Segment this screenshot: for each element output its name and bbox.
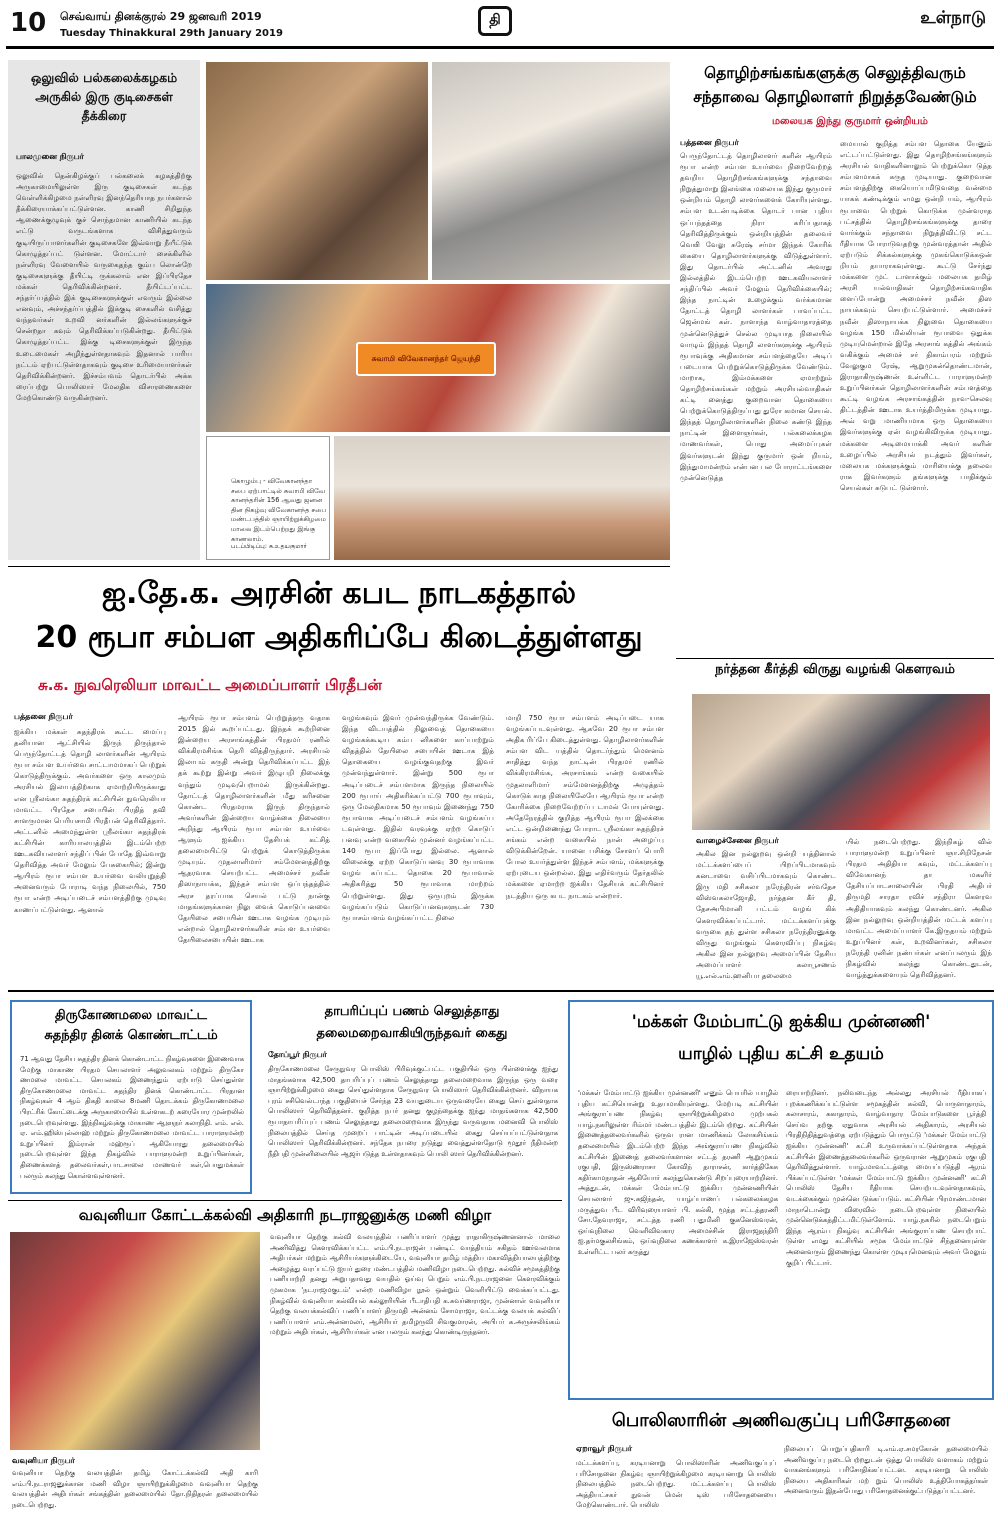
story-wages-col2: மையால் குறித்த சம்பள தொகை யேனும் எட்டப்பட்டுள்ளது. இது தொழிற்சங்கங்களும் அரசியல் வாதிகளினாலும் பெற்றுக்கொ டுத்த சம்பளமாகக் கருத முடியாது. குறைவான சம்பளத்திற்கு கையொப்பமிடுவதை வன்மை யாகக் கண்டிக்கும் எமது ஒன்றி யம், ஆயிரம் ரூபாவை பெற்றுக் கொடுக்க முன்வராத பட்சத்தில் தொழிற்சங்கங்களுக்கு தாரை வார்க்கும் சந்தாவை நிறுத்திவிட்டு சட்ட ரீதியாக போராடுவதற்கு முன்வரத்தான் அதில் ஏற்படும் சிக்கல்களுக்கு முகங்கொடுக்கஒன் றியம் தயாராகவுள்ளது. கூட்டு சேர்ந்து மக்களை முட் டாளாக்கும் மலையக தமிழ் அரசி யல்வாதிகள் தொழிற்சங்கவாதிக ளைப்போன்று அமைச்சர் நவீன் திஸ நாயக்கவும் செயற்பட்டுள்ளார். அமைச்சர் நவீன் திஸாநாயக்க நிலுவை தொகையை வழங்க 150 மில்லியன் ரூபாவை ஒதுக்க முடியுமென்றால் இதே அரசாங் கத்தில் அங்கம் வகிக்கும் அமைச் சர் திகாம்பரம் மற்றும் வேலுகும ரேஷ், ஆறுமுகன்தொண்டமான், இராதாகிருஷ்ணன் உள்ளிட்ட பாராளுமன்ற உறுப்பினர்கள் தொழிலாளர்களின் சம்பளத்தை கூட்டி வழங்க அரசாங்கத்தின் நாவ-செலவு திட்டத்தின் ஊடாக உயர்த்திமிருக்க முடியாது. அவ் வறு மாணியமாக ஒரு தொகையை இவர்களுக்கு ஏன் வழங்கிவிருக்க முடியாது. மக்களை அடிமையாக்கி அவர் களின் உழைப்பில் அரசியல் நடத்தும் இவர்கள், மலையக மக்களுக்கும் மாரியைக்கு தலைவ ராக இவர்களும் தங்களுக்கு பாதிக்கும் செயல்கள் சுடுபட் டுள்ளார்.	[840, 139, 992, 492]
story-trinco-headline-1: திருகோணமலை மாவட்ட	[54, 1008, 208, 1023]
story-police-dateline: ஏறாவூர் நிருபர்	[576, 1444, 633, 1453]
story-party-col1: 'மக்கள் மேம்பாட்டு ஐக்கிய முன்னணி' எனும் பெயரில் யாழில் புதிய கட்சியொன்று உதயமாகியுள்ளது. மேற்படி கட்சியின் அங்குராப்பண நிகழ்வு ஞாயிற்றுக்கிழமை முற்பகல் யாழ்.நகரிலுள்ள ரிம்மர் மண்டபத்தில் இடம்பெற்றது. கட்சியின் இணைத்தலைவர்களில் ஒருவ ரான மாணிக்கம் லோகசிங்கம் தலைமையில் இடம்பெற்ற இந்த அங்குராப்பண நிகழ்வில் கட்சியின் இணைத் தலைவர்களான சட்டத் தரணி ஆறுமுகம் ரகுபதி, இருஸ்ணராசா கோவிந் தாராசன், கார்த்திகேசு கதிர்காமநாதன் ஆகியோர் கலந்துகொண்டு சிறப்புரையாற்றினர். அத்துடன், மக்கள் மேம்பாட்டு ஐக்கிய முன்னணியின் செயலாளர் ஜு.சுஜிந்தன், யாழ்ப்பாணப் பல்கலைக்கழக மருத்துவ பீட விரிவுரையாளர் பி. கல்கி, மூத்த சட்டத்தரணி சோ.தேவராஜா, சட்டத்த ரணி பதுமினி குகனேஸ்வரன், ஒய்வுநிலை வெளிவிவகார அமைச்சின் இராஜதந்திரி ஐ.தர்மகுலசிங்கம், ஒய்வுநிலை கணக்காளர் க.இராஜேஸ்வரன் உள்ளிட்ட பலர் கருத்து	[578, 1089, 778, 1256]
story-police-headline: பொலிஸாரின் அணிவகுப்பு பரிசோதனை	[611, 1410, 951, 1431]
lead-subhead: சு.க. நுவரெலியா மாவட்ட அமைப்பாளர் பிரதீபன்	[38, 676, 382, 694]
masthead-rule	[6, 46, 994, 49]
newspaper-logo	[478, 6, 512, 36]
masthead-tamil-date: செவ்வாய் தினக்குரல் 29 ஜனவரி 2019	[60, 10, 262, 23]
procession-banner	[356, 342, 496, 376]
photo-caption-box	[206, 436, 330, 560]
story-wages-subhead: மலையக இந்து குருமார் ஒன்றியம்	[772, 116, 928, 127]
story-party	[568, 1000, 994, 1400]
section-name: உள்நாடு	[920, 8, 986, 28]
story-police-col2: நிலையப் பொறுப்பதிகாரி டி.எம்.ஏ.சமரகோன் தலைமையில் அணிவகுப்பு நடைபெற்றதுடன் ஒத்து பொலிஸ் வளாகம் மற்றும் வாகனங்களும் பரிசோதிக்கப்பட்டன. கரடியனாறு பொலிஸ் நிலைய அதிகாரிகள் மற் றும் பொலிஸ் உத்தியோகத்தர்கள் அனைவரும் இதன்போது பரிசோதனைக்குட்படுத்தப்பட்டனர்.	[784, 1445, 988, 1496]
story-wages-dateline: பத்தனை நிருபர்	[680, 138, 739, 147]
photo-lamp-lighting	[432, 62, 670, 280]
page-number: 10	[10, 8, 47, 38]
lead-col4: மாறி 750 ரூபா சம்பளம் அடிப்படை யாக வழங்கப்படவுள்ளது. ஆகவே 20 ரூபா சம்பள அதிக ரிப்பே கிடைத்துள்ளது. தொழிலாளர்களின் சம்பள விட யத்தில் தொடர்ந்தும் மௌனம் சாதித்து வந்த நாட்டின் பிரதமர் ரணில் விக்கிரமசிங்க, அரசாங்கம் என்ற வகையில் முதலாளிமார் சம்மேளனத்திற்கு அழுத்தம் கொடுக் காத நிலையிலேயே ஆயிரம் ரூபா என்ற கோரிக்கை நிறைவேற்றப்ப டாமல் போயுள்ளது. அதேநேரத்தில் குறித்த ஆயிரம் ரூபா இலக்கை எட்ட ஒன்றிணைந்து போராட ஸ்ரீலங்கா சுதந்திரச் சங்கம் என்ற வகையில் நான் அழைப்பு விடுக்கின்றேன். யானை பசிக்கு சோளப் பொரி போல உயர்த்துள்ள இந்தச் சம்பளம், மக்களுக்கு ஏற்புடைய ஒன்றல்ல. இது எதிர்வரும் தேர்தலில் மக்களை ஏமாற்ற ஐக்கிய தேசியக் கட்சியினர் நடத்திய ஒரு கபட நாடகம் என்றார்.	[506, 713, 664, 900]
story-wages-col1: பெருந்தோட்டத் தொழிலாளர் களின் ஆயிரம் ரூபா என்ற சம்பள உயர்வை நிறைவேற்றத் தவறிய தொழிற்சங்கங்களுக்கு சந்தாவை நிறுத்துமாறு இலங்கை மலையக இந்து குருமார் ஒன்றியம் தொழி லாளர்களைக் கோரியுள்ளது. சம்பள உடன்படிக்கை தொடர் பான புதிய ஒப்பந்தத்தை நிரா கரிப்பதாகத் தெரிவித்திருக்கும் ஒன்றியத்தின் தலைவர் வெஙி வேலு சுரேஷ் சர்மா இந்தக் கோரிக் கையை தொழிலாளர்களுக்கு விடுத்துள்ளார். இது தொடர்பில் அட்டனில் அவரது இல்லத்தில் இடம்பெற்ற ஊடகவியலாளர் சந்திப்பில் அவர் மேலும் தெரிவிக்கையில்; இந்த நாட்டின் உழைக்கும் வர்க்கமான தோட்டத் தொழி லாளர்கள் பாவப்பட்ட ஜென்மங் கள். நாளாந்த வாழ்வாதாரத்தை முன்னெடுத்துச் செல்ல முடியாத நிலையில் வாழும் இந்தத் தொழி லாளர்களுக்கு ஆயிரம் ரூபாவுக்கு அதிகமான சம்பளத்தையே அடிப் படையாக பெற்றுக்கொடுத்திருக்க வேண்டும். மாறாக, இம்மக்களை ஏமாற்றும் தொழிற்சங்கங்கள் மற்றும் அரசியல்வாதிகள் கட்டி னைத்து குறைவான தொகையை பெற்றுக்கொடுத்திருப்பது துரோ கமான செயல். இந்தத் தொழிலாளர்களின் நிலை கண்டு இந்த நாட்டின் இளைஞர்கள், பல்கலைக்கழக மாணவர்கள், பொது அமைப்புகள் இவர்களுடன் இந்து குருமார் ஒன் றியம், இந்துமாமன்றம் என்பன பல போராட்டங்களை முன்னெடுத்த	[680, 151, 832, 482]
photo-children-stage	[334, 436, 670, 560]
story-party-col2: ரையாற்றினர். நலிவடைந்த அல்லது அரசியல் ரீதியாகப் புறக்கணிக்கப்பட்டுள்ள சமூகத்தின் கல்வி, பொருளாதாரம், கலாசாரம், சுகாதாரம், வாழ்வாதார மேம்பாடுகளை பூர்த்தி செய்வ தற்கு ஏதுவாக அரசியல் அதிகாரம், அரசியல் பிரதிநிதித்துவத்தை ஏற்படுத்தும் பொருட்டு 'மக்கள் மேம்பாட்டு ஐக்கிய முன்னணி' கட்சி உருவாக்கப்பட்டுள்ளதாக அந்தக் கட்சியின் இணைத்தலைவர்களில் ஒருவரான ஆறுமுகம் ரகுபதி தெரிவித்துள்ளார். யாழ்.மாவட்டத்தை மையப்படுத்தி ஆரம் பிக்கப்பட்டுள்ள 'மக்கள் மேம்பாட்டு ஐக்கிய முன்னணி' கட்சி பொலிஸ் தேசிய ரீதியாக செயற்படவுள்ளதாகவும், வடக்கைக்கும் முன்னெ டுக்கப்படும். கட்சியின் பிரமாண்டமான மாநாடொன்று விரைவில் நடைபெறவுள்ள நிலையில் முன்னெடுக்கத்திட்டமிட்டுள்ளோம். யாழ்.நகரில் நடைபெறும் இந்த ஆரம்ப நிகழ்வு கட்சியின் அங்குராப்பண செயற்பாட் டுள்ள எமது கட்சியில் சமூக மேம்பாட்டுச் சிந்தனையுள்ள அனைவரும் இணைந்து கொள்ள முடியுமெனவும் அவர் மேலும் குறிப் பிட்டார்.	[786, 1089, 986, 1267]
story-fire	[8, 60, 200, 560]
story-fire-dateline: பாலமுனை நிருபர்	[16, 152, 84, 161]
story-wages-headline-1: தொழிற்சங்கங்களுக்கு செலுத்திவரும்	[704, 64, 966, 82]
story-party-headline-2: யாழில் புதிய கட்சி உதயம்	[678, 1044, 884, 1064]
story-police	[568, 1406, 994, 1536]
story-award-col1: அகில இன நல்லுறவு ஒன்றி யத்தினால் மட்டக்களப்பைப் பிறப்பிடமாகவும் கனடாவை வசிப்பிடமாகவும் கொண்ட இரு மதி சசிகலா நரேந்திரன் சர்வதேச விஸ்வகலாஜோதி, நர்த்தன கீர் தி, தேசஅபிமானி பட்டம் வழங் கிக் கௌரவிக்கப்பட்டார். மட்டக்களப்புக்கு வருகை தந் துள்ள சசிகலா நரேந்திரனுக்கு விருது வழங்கும் கௌரவிப்பு நிகழ்வு அகில இன நல்லுறவு அமைப்பின் தேசிய அமைப்பாளர் கலாபூசணம் யூ.எல்.எம்.ஹனிபா தலைமை	[696, 849, 836, 981]
lead-col3: வழங்கவும் இவர் முன்வந்திருக்க வேண்டும். இந்த விடயத்தில் நிலுவைத் தொகையை வழங்கக்கூடிய கம்ப னிகளை காப்பாற்றும் விதத்தில் தேயிலை சபையின் ஊடாக இத் தொகையை வழங்குவதற்கு இவர் முன்வந்துள்ளார். இன்று 500 ரூபா அடிப்படைச் சம்பளமாக இருந்த நிலையில் 200 ரூபாய் அதிகரிக்கப்பட்டு 700 ரூபாவும், ஒரு மேலதிகமாக 50 ரூபாவும் இணைந்து 750 ரூபாவாக அடிப்படைச் சம்பளம் வழங்கப்ப டவுள்ளது. இதில் வரவுக்கு ஏற்ற கொடுப் பனவு என்ற வகையில் முன்னர் வழங்கப்பட்ட 140 ரூபா இப்போது இல்லை. ஆனால் விலைக்கு ஏற்ற கொடுப்பனவு 30 ரூபாவாக வழங் கப்பட்ட தொகை 20 ரூபாவால் அதிகரித்து 50 ரூபாவாக மாற்றம் பெற்றுள்ளது. இது ஒருபுறம் இருக்க வழங்கப்படும் கொடுப்பனவுகளுடன் 730 ரூபாசம்பளம் வழங்கப்பட்ட நிலை	[342, 713, 494, 922]
story-teacher	[8, 1204, 562, 1536]
lead-story	[8, 576, 670, 986]
lead-headline-2: 20 ரூபா சம்பள அதிகரிப்பே கிடைத்துள்ளது	[35, 620, 643, 655]
logo-glyph: தி	[489, 12, 501, 28]
photo-award	[692, 694, 990, 830]
photo-credit: படப்பிடிப்பு: சு.உதயகுமார்	[231, 543, 307, 550]
story-award-dateline: வாழைச்சேனை நிருபர்	[696, 836, 779, 845]
story-trinco	[10, 1000, 252, 1194]
story-dowry-body: திருகோணமலை சேருநுவர பொலிஸ் பிரிவுக்குட்பட்ட பகுதியில் ஒரு பிள்ளைக்கு ஐந்து மாதங்களாக 42,500 தாபரிப்புப் பணம் செலுத்தாது தலைமறைவாக இருந்த ஒரு வரை ஞாயிற்றுக்கிழமை கைது செய்துள்ளதாக சேருநுவர பொலிஸார் தெரிவிக்கின்றனர். விநாயக புரம் சசிவெல்டாந்த பகுதியைச் சேர்ந்த 23 வயதுடைய ஒருவரையே கைது செய் துள்ளதாக பொலிஸார் தெரிவித்தனர். குறித்த நபர் தனது குழந்தைக்கு ஐந்து மாதங்களாக 42,500 ரூபாதாபரிப்புப் பணம் செலுத்தாது தலைமறைவாக இருந்து வருவதாக மனைவி பொலிஸ் நிலையத்தில் செய்த முறைப் பாட்டின் அடிப்படையில் கைது செய்யப்பட்டுள்ளதாக பொலிஸார் தெரிவிக்கின்றனர். சந்தேக நபரை நடுத்து வைத்துள்ளதோடு மூதூர் நீதிமன்ற நீதிபதி முன்னிலையில் ஆஜர்படுத்த உள்ளதாகவும் பொலி ஸார் தெரிவிக்கின்றனர்.	[268, 1065, 558, 1158]
story-teacher-col1: வவுனியா தெற்கு கல்வி வலயத்தில் பணிப்பாளர் முத்து ராதாகிருஷ்ணனனால் மாலை அணிவித்து கௌரவிக்கப்பட்ட எம்.பி.நடராஜன் பண்டிட் வாத்தியம் சகிதம் ஊர்வலமாக அதிபர்கள் மற்றும் ஆசிரியர்களுக்கிடையே, வவுனியா தமிழ் மத்திய மகாவித்தியாலயத்திற்கு அழைத்து வரப்பட்டு ஐயர் துரை மண்டபத்தில் மணிவிழா நடைபெற்றது. கல்விச் சமூகத்திற்கு பணியாற்றி தனது அறுபதாவது வயதில் ஓய்வு பெறும் எம்.பி.நடராஜனை கௌரவிக்கும் முகமாக 'நடராஜமகுடம்' என்ற மணிவிழா நூல் ஒன்றும் வெளியிட்டு வைக்கப்பட்டது. நிகழ்வில் வவுனியா கல்வியல் கல்லூரியின் பீடாதிபதி க.சுவர்ணராஜா, முன்னாள் வவுனியா தெற்கு வலயக்கல்விப் பணிப்பாளர் திருமதி அன்னம் சோமராஜா, வட்டக்கு வலயக் கல்விப் பணிப்பாளர் எம்.அன்னமலர், ஆசிரியர் தமிழருவி சிவகுமாரன், அபிபர் க.அருச்சலிங்கம் மற்றும் அதிபர்கள், ஆசிரியர்கள் என பலரும் கலந்து கொண்டிருந்தனர்.	[270, 1233, 560, 1337]
lead-col1: ஐக்கிய மக்கள் சுதந்திரக் கூட்ட மைப்பு தனியான ஆட்சியில் இருந் திருந்தால் பெருந்தோட்டத் தொழி லாளர்களின் ஆயிரம் ரூபா சம்பள உயர்வை சாட்டாமமாகப் பெற்றுக் கொடுத்திருக்கும். அவர்களை ஒரு காலமும் அரசியல் இலாபத்திற்காக ஏமாற்றியிருக்காது என ஸ்ரீலங்கா சுதந்திரக் கட்சியின் நுவரெலியா மாவட்ட பிரதேச சபையின் பிரதித் தவி சாளருமான பெரியசாமி பிரதீபன் தெரிவித்தார். அட்டனில் அமைந்துள்ள ஸ்ரீலங்கா சுதந்திரக் கட்சியின் காரியாலயத்தில் இடம்பெற்ற ஊடகவியலாளர் சந்திப் பின் போதே இவ்வாறு தெரிவித்த அவர் மேலும் பேசுகையில்; இன்று ஆயிரம் ரூபா சம்பள உயர்வை வலியுறுத்தி அனைவரும் போராடி வந்த நிலையில், 750 ரூபா என்ற அடிப்படைச் சம்பளத்திற்கு முடிவு காணப்பட்டுள்ளது. ஆனால்	[14, 727, 166, 914]
divider-teacher	[8, 1200, 562, 1201]
divider-award	[676, 658, 994, 659]
lead-headline-1: ஐ.தே.க. அரசின் கபட நாடகத்தால்	[101, 576, 577, 611]
story-teacher-dateline: வவுனியா நிருபர்	[12, 1456, 75, 1465]
lead-dateline: பத்தனை நிருபர்	[14, 712, 73, 721]
story-dowry	[262, 1000, 562, 1194]
story-wages-headline-2: சந்தாவை தொழிலாளர் நிறுத்தவேண்டும்	[693, 88, 977, 106]
story-teacher-headline: வவுனியா கோட்டக்கல்வி அதிகாரி நடராஜனுக்கு மணி விழா	[78, 1206, 492, 1224]
story-dowry-headline-2: தலைமறைவாகியிருந்தவர் கைது	[316, 1026, 508, 1041]
story-award-col2: யில் நடைபெற்றது. இந்நிகழ் வில் பாராளுமன்ற உறுப்பினர் ஞா.சிறிநேசன் பிரதம அதிதியா கவும், மட்டக்களப்பு விவேகானந் தா மகளிர் தேசியப்பாடசாலையின் பிரதி அதிபர் திருமதி சாரதா ரவிச் சந்திரா கௌரவ அதிதியாகவும் கலந்து கொண்டனர். அகில இன நல்லுறவு ஒன்றியத்தின் மட்டக் களப்பு மாவட்ட அமைப்பாளர் கே.இருதயம் மற்றும் உறுப்பினர் கள், உறவினர்கள், சசிகலா நரேந்தி ரனின் நண்பர்கள் எனப்பலரும் இந் நிகழ்வில் கலந்து கொண்டதுடன், வாழ்த்துக்களையும் தெரிவித்தனர்.	[846, 837, 992, 980]
story-teacher-caption: வவுனியா தெற்கு வலயத்தின் தமிழ் கோட்டக்கல்வி அதி காரி எம்.பி.நடராஜனுக்கான மணி விழா ஞாயிற்றுக்கிழமை வவுனியா தெற்கு வலயத்தின் அதிபர்கள் சங்கத்தின் தலைமையில் தோ.நிதிதரன் தலைமையில் நடைபெற்றது.	[12, 1469, 258, 1509]
story-fire-body: ஒலுவில் தென்கிழக்குப் பல்கலைக் கழகத்திற்கு அருகாமையிலுள்ள இரு குடிசைகள் கடந்த வெள்ளிக்கிழமை நள்ளிரவு இனந்தெரியாத நபர்களால் தீக்கிரையாக்கப்பட்டுள்ளன. காணி சிறிதுந்த ஆணைக்குழுவுக் குச் சொந்தமான காணியில் கடந்த எட்டு வருடங்களாக விசித்துவரும் குடியிருப்பாளர்களின் குடிசைகளே இவ்வாறு நீயீட்டுக் கொழுத்தப்பட் டுள்ளன. மோட்டார் சைக்கிளில் நள்ளிரவு வேளையில் வருகைதந்த கும்ப லொன்றே குடிசைகளுக்கு தீயிட்டி ருக்கலாம் என இப்பிரதேச மக்கள் தெரிவிக்கின்றனர். தீயிட்டப்பட்ட சந்தர்ப்பத்தில் இக் குடிசைகளுக்குள் எவரும் இல்லை எனவும், அச்சந்தர்ப்பத்தில் இக்குடி சைகளில் வசித்து வந்தவர்கள் உறவி னர்களின் இல்லங்களுக்குச் சென்றதா கவும் தெரிவிக்கப்படுகின்றது. தீயிட்டுக் கொழுத்தப்பட்ட இக்கு டிசைகளுக்குள் இருந்த உடைமைகள் அழிந்துள்ளதாகவும் இதனால் பாரிய நட்டம் ஏற்பட்டுள்ளதாகவும் குடிசை உரிமையாளர்கள் தெரிவிக்கின்றனர். இச்சம்பவம் தொடர்பில் அக்க ரைப்பற்று பொலிஸார் மேலதிக விசாரணைகளை மேற்கொண்டு வருகின்றனர்.	[16, 171, 192, 402]
procession-banner-text: சுவாமி விவேகானந்தர் ஜெயந்தி	[371, 354, 481, 363]
story-party-headline-1: 'மக்கள் மேம்பாட்டு ஐக்கிய முன்னணி'	[631, 1012, 931, 1032]
story-award-headline: நர்த்தன கீர்த்தி விருது வழங்கி கௌரவம்	[715, 662, 955, 677]
story-trinco-headline-2: சுதந்திர தினக் கொண்டாட்டம்	[44, 1028, 218, 1043]
photo-caption-text: கொழும்பு - விவேகானந்தா சபை ஏற்பாட்டில் சுவாமி விவே கானந்தரின் 156 ஆவது ஜனன தின நிகழ்வு விவேகானந்த சபை மண்டபத்தில் ஞாயிற்றுக்கிழமை மாலை இடம்பெற்றது இங்கு காணலாம்.	[231, 477, 327, 543]
story-dowry-headline-1: தாபரிப்புப் பணம் செலுத்தாது	[324, 1004, 500, 1019]
divider-top-left	[8, 566, 670, 567]
story-dowry-dateline: தோப்பூர் நிருபர்	[268, 1050, 327, 1059]
story-police-col1: மட்டக்களப்பு, கரடியனாறு பொலிஸாரின் அணிவகுப்புப் பரிசோதனை நிகழ்வு ஞாயிற்றுக்கிழமை கரடியனாறு பொலிஸ் நிலையத்தில் நடைபெற்றது. மட்டக்களப்பு பொலிஸ் அத்தியட்சகர் நுவன் மென் டிஸ் பரிசோதனையை மேற்கொண்டார். பொலிஸ்	[576, 1459, 776, 1510]
story-trinco-body: 71 ஆவது தேசிய சுதந்திர தினக் கொண்டாட்ட நிகழ்வுகளை இணைவாக மேற்கு மாகாண பிரதம செயலாளர் அலுவலகம் மற்றும் திருகோ ணமலை மாவட்ட செயலகம் இணைந்தும் ஏற்பாடு செய்துள்ள திருகோணமலை மாவட்ட சுதந்திர தினக் கொண்டாட்ட பிரதான நிகழ்வுகள் 4 ஆம் திகதி காலை 8மணி தொடக்கம் திருகோணமலை பிரட்ரிக் கோட்டைக்கு அருகாமையில் உள்ளகடற் கரையோர முன்றலில் நடைபெறவுள்ளது. இந்நிகழ்வுக்கு மாகாண ஆளுநர் கலாநிதி. எம். எல். ஏ. எம்.ஹிஸ்புல்லாஹ் மற்றும் திருகோணமலை மாவட்ட பாராளுமன்ற உறுப்பினர் இம்ரான் மஹ்ரூப் ஆகியோரது தலைமையில் நடைபெறவுள்ள இந்த நிகழ்வில் பாராளுமன்ற உறுப்பினர்கள், திணைக்களத் தலைவர்கள்,பாடசாலை மாணவர் கள்,பொதுமக்கள் பலரும் கலந்து கொள்ளவுள்ளனர்.	[20, 1055, 244, 1180]
photo-teacher	[10, 1232, 260, 1450]
masthead	[0, 0, 1000, 52]
story-wages	[676, 58, 994, 654]
masthead-english-date: Tuesday Thinakkural 29th January 2019	[60, 28, 283, 39]
lead-col2: ஆயிரம் ரூபா சம்பளம் பெற்றுத்தரு வதாக 2015 இல் கூறப்பட்டது. இந்தக் கூற்றினை இன்றைய அரசாங்கத்தின் பிரதமர் ரணில் விக்கிரமசிங்க தெரி வித்திருந்தார். அரசியல் இலாபம் கருதி அன்று தெரிவிக்கப்பட்ட இந் தக் கூற்று இன்று அவர் இழுபறி நிலைக்கு வந்தும் முடிவுபெறாமல் இருக்கின்றது. தோட்டத் தொழிலாளர்களின் மீது கரிசனை கொண்ட பிரதமராக இருந் திருந்தால் அவர்களின் இன்றைய வாழ்க்கை நிலையை அறிந்து ஆயிரம் ரூபா சம்பள உயர்வை ஆளும் ஐக்கிய தேசியக் கட்சித் தலைமையிட்டு பெற்றுக் கொடுத்திருக்க முடியும். முதலாளிமார் சம்மேளனத்திற்கு ஆதரவாக செயற்பட்ட அமைச்சர் நவீன் திஸாநாயக்க, இந்தச் சம்பள ஒப்பந்தத்தில் அரச தரப்பாக செயல் பட்டு நான்கு மாதங்களுக்கான நிலு வைக் கொடுப்பனவை தேயிலை சபையின் ஊடாக வழங்க முடியும் என்றால் தொழிலாளர்களின் சம்பள உயர்வை தேயிலைசபையின் ஊடாக	[178, 713, 330, 944]
divider-middle	[8, 990, 994, 992]
photo-procession	[206, 284, 670, 432]
photo-statue	[206, 62, 428, 280]
story-award	[676, 662, 994, 986]
story-fire-headline: ஒலுவில் பல்கலைக்கழகம் அருகில் இரு குடிசைகள் தீக்கிரை	[30, 70, 178, 123]
